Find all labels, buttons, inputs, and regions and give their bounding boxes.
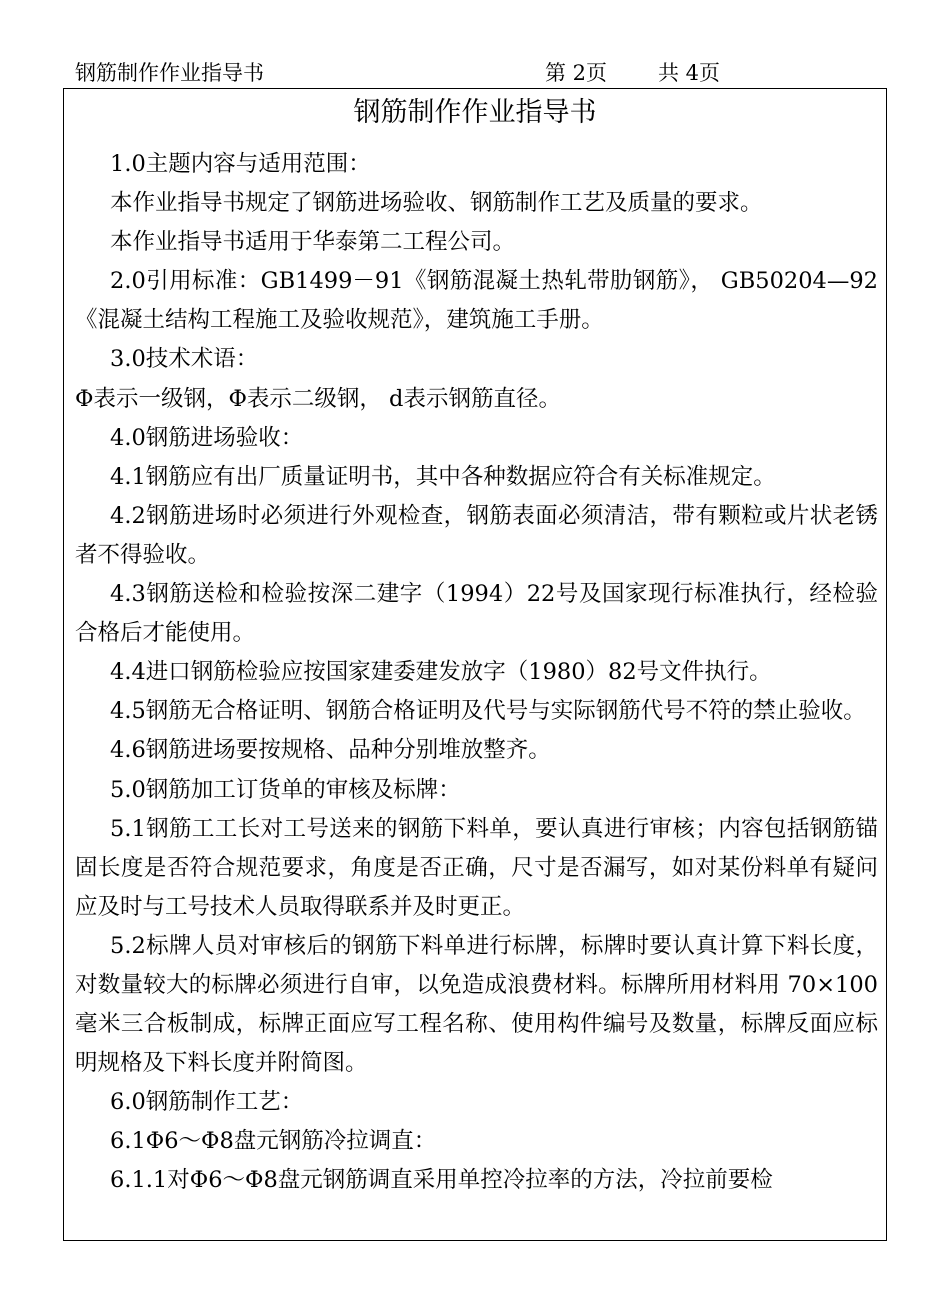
header-page-number: 第 2页 [545,61,608,85]
header-doc-title: 钢筋制作作业指导书 [75,61,264,85]
paragraph: 6.1.1对Φ6～Φ8盘元钢筋调直采用单控冷拉率的方法，冷拉前要检 [110,1167,773,1194]
section-heading: 1.0主题内容与适用范围： [110,151,371,177]
paragraph: 6.1Φ6～Φ8盘元钢筋冷拉调直： [110,1128,437,1155]
document-body [75,145,878,1201]
paragraph: 4.6钢筋进场要按规格、品种分别堆放整齐。 [110,737,551,764]
paragraph: 4.2钢筋进场时必须进行外观检查，钢筋表面必须清洁，带有颗粒或片状老锈者不得验收。 [75,502,878,568]
paragraph: 4.3钢筋送检和检验按深二建字（1994）22号及国家现行标准执行，经检验合格后才能使用。 [75,581,878,647]
section-heading: 5.0钢筋加工订货单的审核及标牌： [110,776,461,803]
paragraph: 4.4进口钢筋检验应按国家建委建发放字（1980）82号文件执行。 [110,659,772,686]
paragraph: 本作业指导书适用于华泰第二工程公司。 [110,229,516,256]
header-page-total: 共 4页 [658,61,721,85]
section-heading: 4.0钢筋进场验收： [110,424,304,451]
paragraph: 4.1钢筋应有出厂质量证明书，其中各种数据应符合有关标准规定。 [110,463,776,490]
paragraph: 5.2标牌人员对审核后的钢筋下料单进行标牌，标牌时要认真计算下料长度，对数量较大的标牌必须进行自审，以免造成浪费材料。标牌所用材料用 70×100毫米三合板制成，标牌正面应写工程名称、使用构件编号及数量，标牌反面应标明规格及下料长度并附简图。 [75,932,878,1077]
page-header [75,58,875,88]
paragraph: 本作业指导书规定了钢筋进场验收、钢筋制作工艺及质量的要求。 [110,190,763,217]
section-heading: 3.0技术术语： [110,346,259,373]
paragraph: 4.5钢筋无合格证明、钢筋合格证明及代号与实际钢筋代号不符的禁止验收。 [110,698,866,725]
section-heading: 6.0钢筋制作工艺： [110,1089,304,1116]
paragraph: 5.1钢筋工工长对工号送来的钢筋下料单，要认真进行审核；内容包括钢筋锚固长度是否符合规范要求，角度是否正确，尺寸是否漏写，如对某份料单有疑问应及时与工号技术人员取得联系并及时更正。 [75,815,878,920]
paragraph: Φ表示一级钢，Φ表示二级钢， d表示钢筋直径。 [75,385,561,412]
document-frame [63,88,887,1241]
paragraph: 2.0引用标准：GB1499－91《钢筋混凝土热轧带肋钢筋》， GB50204—92《混凝土结构工程施工及验收规范》，建筑施工手册。 [75,268,878,334]
document-title: 钢筋制作作业指导书 [353,97,597,128]
